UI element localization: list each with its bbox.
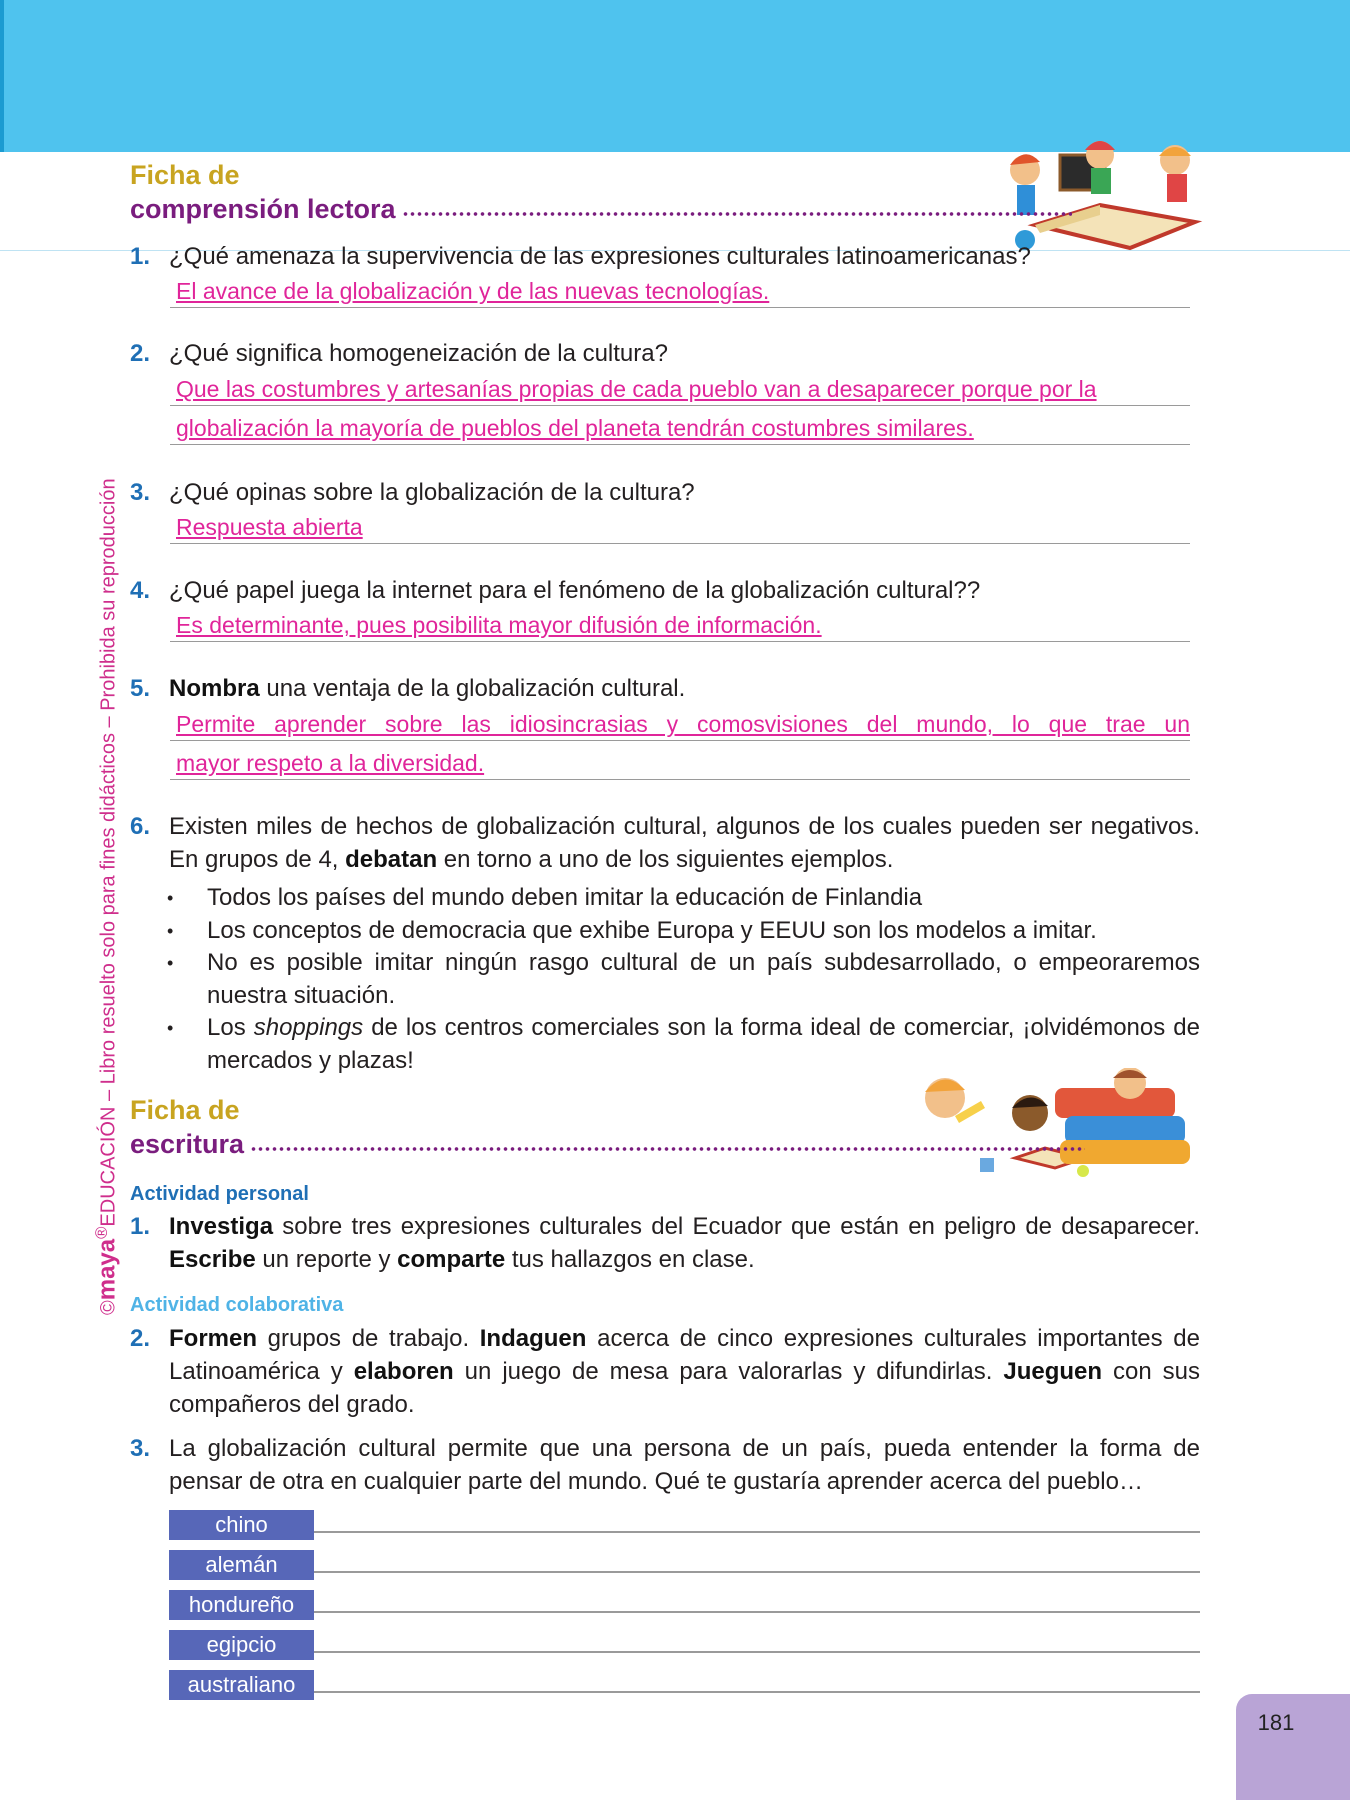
question-number: 1. xyxy=(130,1213,151,1240)
bullet-item: • Los conceptos de democracia que exhibe Europa y EEUU son los modelos a imitar. xyxy=(165,915,1200,948)
bullet-item: • Todos los países del mundo deben imitar la educación de Finlandia xyxy=(165,882,1200,915)
question-2 xyxy=(130,337,1200,370)
question-1 xyxy=(130,240,1200,273)
question-text-part: con sus compañeros del grado. xyxy=(169,1358,1201,1418)
bullet-emphasis: shoppings xyxy=(253,1014,364,1041)
country-answer-line[interactable] xyxy=(314,1571,1200,1573)
question-verb: Escribe xyxy=(169,1246,256,1273)
question-text: La globalización cultural permite que una persona de un país, pueda entender la forma de pensar de otra en cualquier parte del mundo. Qué te gustaría aprender acerca del pueblo… xyxy=(169,1435,1200,1495)
question-verb: Nombra xyxy=(169,675,260,702)
question-text xyxy=(169,1322,1200,1421)
country-answer-line[interactable] xyxy=(314,1651,1200,1653)
bullet-item: • No es posible imitar ningún rasgo cultural de un país subdesarrollado, o empeoraremos nuestra situación. xyxy=(165,947,1200,1012)
header-band-edge xyxy=(0,0,4,152)
question-text-part: grupos de trabajo. xyxy=(257,1325,480,1352)
answer-text: mayor respeto a la diversidad. xyxy=(176,750,485,776)
question-text: ¿Qué amenaza la supervivencia de las expresiones culturales latinoamericanas? xyxy=(169,243,1031,270)
escritura-heading-line2 xyxy=(130,1127,1085,1161)
question-text-part: sobre tres expresiones culturales del Ecuador que están en peligro de desaparecer. xyxy=(273,1213,1200,1240)
comprension-heading-text: comprensión lectora xyxy=(130,194,396,224)
question-text-part: acerca de cinco expresiones culturales importantes de Latinoamérica y xyxy=(169,1325,1200,1385)
country-label-aleman: alemán xyxy=(169,1550,314,1580)
page-number: 181 xyxy=(1257,1710,1295,1735)
question-verb: Indaguen xyxy=(479,1325,587,1352)
escritura-heading-line1: Ficha de xyxy=(130,1095,240,1125)
comprension-heading-line2 xyxy=(130,192,1072,226)
escritura-question-3 xyxy=(130,1432,1200,1498)
question-number: 3. xyxy=(130,479,151,506)
registered-mark: ® xyxy=(92,1226,111,1239)
question-verb: elaboren xyxy=(353,1358,454,1385)
question-text-part: un juego de mesa para valorarlas y difundirlas. xyxy=(453,1358,1004,1385)
question-verb: Investiga xyxy=(169,1213,274,1240)
question-number: 4. xyxy=(130,577,151,604)
country-answer-line[interactable] xyxy=(314,1611,1200,1613)
escritura-question-2 xyxy=(130,1322,1200,1421)
question-3 xyxy=(130,476,1200,509)
escritura-heading xyxy=(130,1093,1085,1161)
copyright-notice: EDUCACIÓN – Libro resuelto solo para fines didácticos – Prohibida su reproducción xyxy=(97,478,120,1227)
question-text-part: Existen miles de hechos de globalización cultural, algunos de los cuales pueden ser negativos. En grupos de 4, xyxy=(169,813,1200,873)
actividad-colaborativa-label: Actividad colaborativa xyxy=(130,1294,344,1316)
answer-text: Es determinante, pues posibilita mayor difusión de información. xyxy=(176,612,822,638)
question-number: 2. xyxy=(130,340,151,367)
question-5 xyxy=(130,672,1200,705)
question-6 xyxy=(130,810,1200,876)
answer-line xyxy=(170,506,1190,544)
page-number-tab xyxy=(1236,1694,1350,1800)
answer-line xyxy=(170,270,1190,308)
escritura-heading-text: escritura xyxy=(130,1129,245,1159)
answer-text: globalización la mayoría de pueblos del planeta tendrán costumbres similares. xyxy=(176,415,974,441)
country-answer-line[interactable] xyxy=(314,1531,1200,1533)
answer-line xyxy=(170,407,1190,445)
question-verb: debatan xyxy=(345,846,438,873)
answer-line xyxy=(170,703,1190,741)
question-text-part: un reporte y xyxy=(255,1246,398,1273)
country-label-hondureno: hondureño xyxy=(169,1590,314,1620)
question-number: 1. xyxy=(130,243,151,270)
actividad-personal-label: Actividad personal xyxy=(130,1183,309,1205)
answer-text: Que las costumbres y artesanías propias de cada pueblo van a desaparecer porque por la xyxy=(176,376,1097,402)
copyright-symbol: © xyxy=(97,1300,120,1315)
question-text-part: en torno a uno de los siguientes ejemplos. xyxy=(437,846,894,873)
question-text: ¿Qué papel juega la internet para el fenómeno de la globalización cultural?? xyxy=(169,577,981,604)
copyright-sidebar xyxy=(88,475,121,1315)
country-label-egipcio: egipcio xyxy=(169,1630,314,1660)
country-label-chino: chino xyxy=(169,1510,314,1540)
question-text: ¿Qué significa homogeneización de la cultura? xyxy=(169,340,668,367)
question-text: ¿Qué opinas sobre la globalización de la cultura? xyxy=(169,479,695,506)
answer-text: Respuesta abierta xyxy=(176,514,363,540)
question-text-rest: una ventaja de la globalización cultural. xyxy=(259,675,686,702)
question-text xyxy=(169,672,1200,705)
comprension-heading xyxy=(130,158,1072,226)
question-text xyxy=(169,810,1200,876)
question-verb: Formen xyxy=(169,1325,258,1352)
question-number: 3. xyxy=(130,1435,151,1462)
bullet-text-part: Los xyxy=(207,1014,254,1041)
comprension-heading-line1: Ficha de xyxy=(130,160,240,190)
answer-line xyxy=(170,368,1190,406)
answer-line xyxy=(170,604,1190,642)
bullet-text-part: de los centros comerciales son la forma ideal de comerciar, ¡olvidémonos de mercados y plazas! xyxy=(207,1014,1200,1074)
answer-text: Permite aprender sobre las idiosincrasias y comosvisiones del mundo, lo que trae un xyxy=(176,711,1190,737)
question-number: 2. xyxy=(130,1325,151,1352)
answer-line xyxy=(170,742,1190,780)
question-verb: Jueguen xyxy=(1003,1358,1103,1385)
bullet-list xyxy=(165,882,1200,1077)
question-text xyxy=(169,1210,1200,1276)
question-text-part: tus hallazgos en clase. xyxy=(505,1246,755,1273)
question-4 xyxy=(130,574,1200,607)
country-label-australiano: australiano xyxy=(169,1670,314,1700)
heading-dotted-leader xyxy=(250,1145,1085,1153)
question-number: 5. xyxy=(130,675,151,702)
question-verb: comparte xyxy=(397,1246,506,1273)
country-answer-line[interactable] xyxy=(314,1691,1200,1693)
question-number: 6. xyxy=(130,813,151,840)
heading-dotted-leader xyxy=(402,210,1072,218)
escritura-question-1 xyxy=(130,1210,1200,1276)
brand-name: maya xyxy=(93,1238,121,1301)
answer-text: El avance de la globalización y de las nuevas tecnologías. xyxy=(176,278,770,304)
